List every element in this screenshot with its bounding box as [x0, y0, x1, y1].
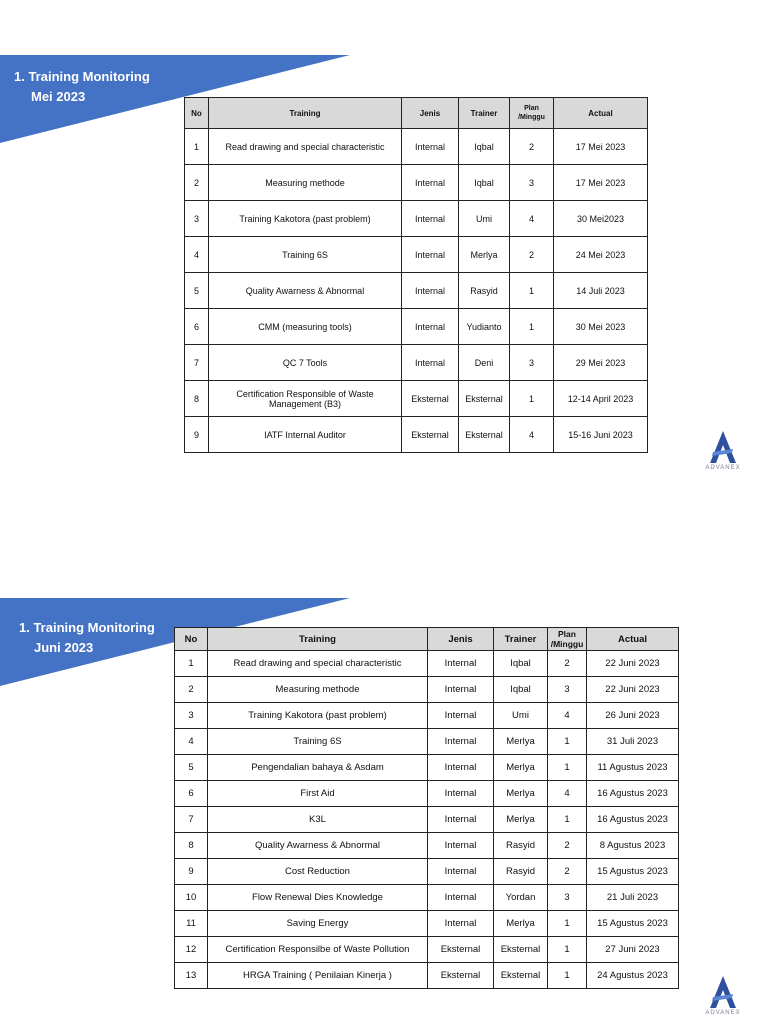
cell-trainer: Deni	[459, 345, 510, 381]
table-row	[175, 729, 679, 755]
cell-trainer: Merlya	[494, 755, 548, 781]
header-no: No	[175, 628, 208, 651]
cell-plan: 4	[510, 201, 554, 237]
cell-jenis: Internal	[402, 309, 459, 345]
header-jenis: Jenis	[428, 628, 494, 651]
advanex-logo-icon	[709, 430, 737, 464]
cell-training: Measuring methode	[208, 677, 428, 703]
cell-no: 5	[175, 755, 208, 781]
cell-no: 8	[185, 381, 209, 417]
cell-no: 1	[175, 651, 208, 677]
cell-jenis: Internal	[428, 781, 494, 807]
cell-plan: 4	[510, 417, 554, 453]
cell-trainer: Eksternal	[494, 937, 548, 963]
cell-no: 3	[175, 703, 208, 729]
cell-actual: 15 Agustus 2023	[587, 859, 679, 885]
section2-table-body	[175, 651, 679, 989]
table-row	[185, 309, 648, 345]
table-row	[185, 417, 648, 453]
table-header-row	[185, 98, 648, 129]
cell-actual: 31 Juli 2023	[587, 729, 679, 755]
section1-title-line2: Mei 2023	[31, 89, 86, 104]
header-training: Training	[209, 98, 402, 129]
cell-trainer: Umi	[459, 201, 510, 237]
table-row	[175, 911, 679, 937]
cell-actual: 30 Mei 2023	[554, 309, 648, 345]
cell-no: 8	[175, 833, 208, 859]
advanex-logo	[697, 975, 749, 1016]
header-plan	[548, 628, 587, 651]
cell-no: 7	[175, 807, 208, 833]
cell-training: Training 6S	[209, 237, 402, 273]
cell-jenis: Internal	[402, 273, 459, 309]
cell-no: 5	[185, 273, 209, 309]
table-row	[175, 703, 679, 729]
cell-jenis: Eksternal	[428, 963, 494, 989]
cell-no: 12	[175, 937, 208, 963]
cell-actual: 17 Mei 2023	[554, 129, 648, 165]
section2-title-line2: Juni 2023	[34, 640, 94, 655]
cell-actual: 22 Juni 2023	[587, 677, 679, 703]
cell-trainer: Merlya	[494, 807, 548, 833]
table-row	[175, 833, 679, 859]
cell-plan: 1	[548, 963, 587, 989]
cell-trainer: Yordan	[494, 885, 548, 911]
cell-no: 13	[175, 963, 208, 989]
cell-jenis: Eksternal	[428, 937, 494, 963]
cell-jenis: Internal	[428, 911, 494, 937]
cell-training: IATF Internal Auditor	[209, 417, 402, 453]
cell-training: Quality Awarness & Abnormal	[208, 833, 428, 859]
cell-plan: 4	[548, 781, 587, 807]
cell-training: Read drawing and special characteristic	[209, 129, 402, 165]
cell-jenis: Internal	[428, 807, 494, 833]
cell-training: K3L	[208, 807, 428, 833]
cell-training: Saving Energy	[208, 911, 428, 937]
cell-training: Measuring methode	[209, 165, 402, 201]
cell-plan: 3	[510, 165, 554, 201]
table-row	[175, 807, 679, 833]
table-row	[185, 237, 648, 273]
header-plan-line1: Plan	[524, 105, 539, 112]
cell-jenis: Internal	[428, 833, 494, 859]
cell-no: 9	[175, 859, 208, 885]
table-row	[175, 781, 679, 807]
cell-training: First Aid	[208, 781, 428, 807]
cell-jenis: Internal	[402, 201, 459, 237]
cell-plan: 1	[510, 381, 554, 417]
header-trainer: Trainer	[494, 628, 548, 651]
section1-table	[184, 97, 648, 453]
cell-plan: 1	[548, 729, 587, 755]
cell-training: Flow Renewal Dies Knowledge	[208, 885, 428, 911]
cell-actual: 26 Juni 2023	[587, 703, 679, 729]
cell-plan: 2	[510, 129, 554, 165]
cell-training: Read drawing and special characteristic	[208, 651, 428, 677]
cell-actual: 27 Juni 2023	[587, 937, 679, 963]
cell-plan: 4	[548, 703, 587, 729]
table-row	[185, 201, 648, 237]
cell-actual: 24 Agustus 2023	[587, 963, 679, 989]
header-jenis: Jenis	[402, 98, 459, 129]
section2-table	[174, 627, 679, 989]
section1-table-body	[185, 129, 648, 453]
cell-jenis: Internal	[402, 237, 459, 273]
cell-training: Training 6S	[208, 729, 428, 755]
table-row	[185, 165, 648, 201]
cell-plan: 1	[548, 937, 587, 963]
cell-jenis: Internal	[402, 129, 459, 165]
cell-actual: 16 Agustus 2023	[587, 807, 679, 833]
cell-no: 11	[175, 911, 208, 937]
header-plan-line1: Plan	[558, 629, 576, 639]
table-row	[185, 381, 648, 417]
cell-no: 6	[185, 309, 209, 345]
cell-jenis: Internal	[428, 703, 494, 729]
cell-actual: 12-14 April 2023	[554, 381, 648, 417]
table-row	[185, 273, 648, 309]
cell-trainer: Rasyid	[494, 833, 548, 859]
cell-trainer: Merlya	[494, 911, 548, 937]
cell-actual: 21 Juli 2023	[587, 885, 679, 911]
section2-title-line1: 1. Training Monitoring	[19, 620, 155, 635]
cell-plan: 1	[548, 807, 587, 833]
logo-text: ADVANEX	[705, 1010, 741, 1016]
cell-trainer: Iqbal	[459, 165, 510, 201]
cell-actual: 14 Juli 2023	[554, 273, 648, 309]
cell-training: CMM (measuring tools)	[209, 309, 402, 345]
table-row	[185, 345, 648, 381]
section1-title-line1: 1. Training Monitoring	[14, 69, 150, 84]
header-actual: Actual	[587, 628, 679, 651]
cell-plan: 2	[548, 833, 587, 859]
cell-training: Training Kakotora (past problem)	[209, 201, 402, 237]
cell-trainer: Iqbal	[494, 677, 548, 703]
cell-training: Quality Awarness & Abnormal	[209, 273, 402, 309]
cell-jenis: Eksternal	[402, 381, 459, 417]
cell-actual: 17 Mei 2023	[554, 165, 648, 201]
cell-no: 4	[185, 237, 209, 273]
cell-training: Certification Responsilbe of Waste Pollution	[208, 937, 428, 963]
cell-no: 9	[185, 417, 209, 453]
table-row	[175, 859, 679, 885]
header-no: No	[185, 98, 209, 129]
cell-jenis: Internal	[428, 729, 494, 755]
cell-jenis: Internal	[428, 651, 494, 677]
table-row	[185, 129, 648, 165]
cell-actual: 22 Juni 2023	[587, 651, 679, 677]
cell-trainer: Eksternal	[459, 381, 510, 417]
cell-plan: 2	[548, 859, 587, 885]
cell-plan: 1	[548, 911, 587, 937]
cell-actual: 8 Agustus 2023	[587, 833, 679, 859]
table-row	[175, 677, 679, 703]
header-trainer: Trainer	[459, 98, 510, 129]
cell-trainer: Rasyid	[494, 859, 548, 885]
cell-no: 3	[185, 201, 209, 237]
section1-title	[14, 67, 150, 107]
cell-no: 6	[175, 781, 208, 807]
table-header-row	[175, 628, 679, 651]
cell-no: 7	[185, 345, 209, 381]
cell-no: 10	[175, 885, 208, 911]
cell-trainer: Merlya	[494, 781, 548, 807]
cell-plan: 3	[548, 885, 587, 911]
cell-trainer: Eksternal	[459, 417, 510, 453]
logo-text: ADVANEX	[705, 465, 741, 471]
cell-jenis: Internal	[428, 885, 494, 911]
table-row	[175, 937, 679, 963]
cell-jenis: Eksternal	[402, 417, 459, 453]
cell-actual: 11 Agustus 2023	[587, 755, 679, 781]
cell-training: QC 7 Tools	[209, 345, 402, 381]
cell-no: 2	[175, 677, 208, 703]
cell-jenis: Internal	[402, 345, 459, 381]
section2-title	[19, 618, 155, 658]
advanex-logo	[697, 430, 749, 471]
cell-training: HRGA Training ( Penilaian Kinerja )	[208, 963, 428, 989]
cell-training: Cost Reduction	[208, 859, 428, 885]
cell-no: 4	[175, 729, 208, 755]
cell-no: 2	[185, 165, 209, 201]
cell-trainer: Iqbal	[494, 651, 548, 677]
cell-actual: 16 Agustus 2023	[587, 781, 679, 807]
cell-trainer: Merlya	[494, 729, 548, 755]
header-plan-line2: /Minggu	[518, 114, 545, 121]
header-plan-line2: /Minggu	[550, 639, 584, 649]
header-training: Training	[208, 628, 428, 651]
cell-no: 1	[185, 129, 209, 165]
cell-trainer: Rasyid	[459, 273, 510, 309]
advanex-logo-icon	[709, 975, 737, 1009]
table-row	[175, 885, 679, 911]
cell-training: Certification Responsible of Waste Management (B3)	[209, 381, 402, 417]
cell-trainer: Iqbal	[459, 129, 510, 165]
cell-jenis: Internal	[428, 859, 494, 885]
cell-plan: 2	[510, 237, 554, 273]
cell-jenis: Internal	[428, 677, 494, 703]
cell-training: Training Kakotora (past problem)	[208, 703, 428, 729]
cell-plan: 1	[510, 273, 554, 309]
cell-training: Pengendalian bahaya & Asdam	[208, 755, 428, 781]
table-row	[175, 963, 679, 989]
cell-actual: 30 Mei2023	[554, 201, 648, 237]
cell-plan: 1	[548, 755, 587, 781]
cell-plan: 3	[510, 345, 554, 381]
cell-trainer: Umi	[494, 703, 548, 729]
table-row	[175, 651, 679, 677]
table-row	[175, 755, 679, 781]
cell-jenis: Internal	[402, 165, 459, 201]
cell-trainer: Merlya	[459, 237, 510, 273]
cell-trainer: Eksternal	[494, 963, 548, 989]
cell-actual: 15-16 Juni 2023	[554, 417, 648, 453]
cell-plan: 2	[548, 651, 587, 677]
cell-plan: 1	[510, 309, 554, 345]
header-actual: Actual	[554, 98, 648, 129]
cell-jenis: Internal	[428, 755, 494, 781]
cell-plan: 3	[548, 677, 587, 703]
cell-trainer: Yudianto	[459, 309, 510, 345]
cell-actual: 24 Mei 2023	[554, 237, 648, 273]
cell-actual: 15 Agustus 2023	[587, 911, 679, 937]
cell-actual: 29 Mei 2023	[554, 345, 648, 381]
header-plan	[510, 98, 554, 129]
